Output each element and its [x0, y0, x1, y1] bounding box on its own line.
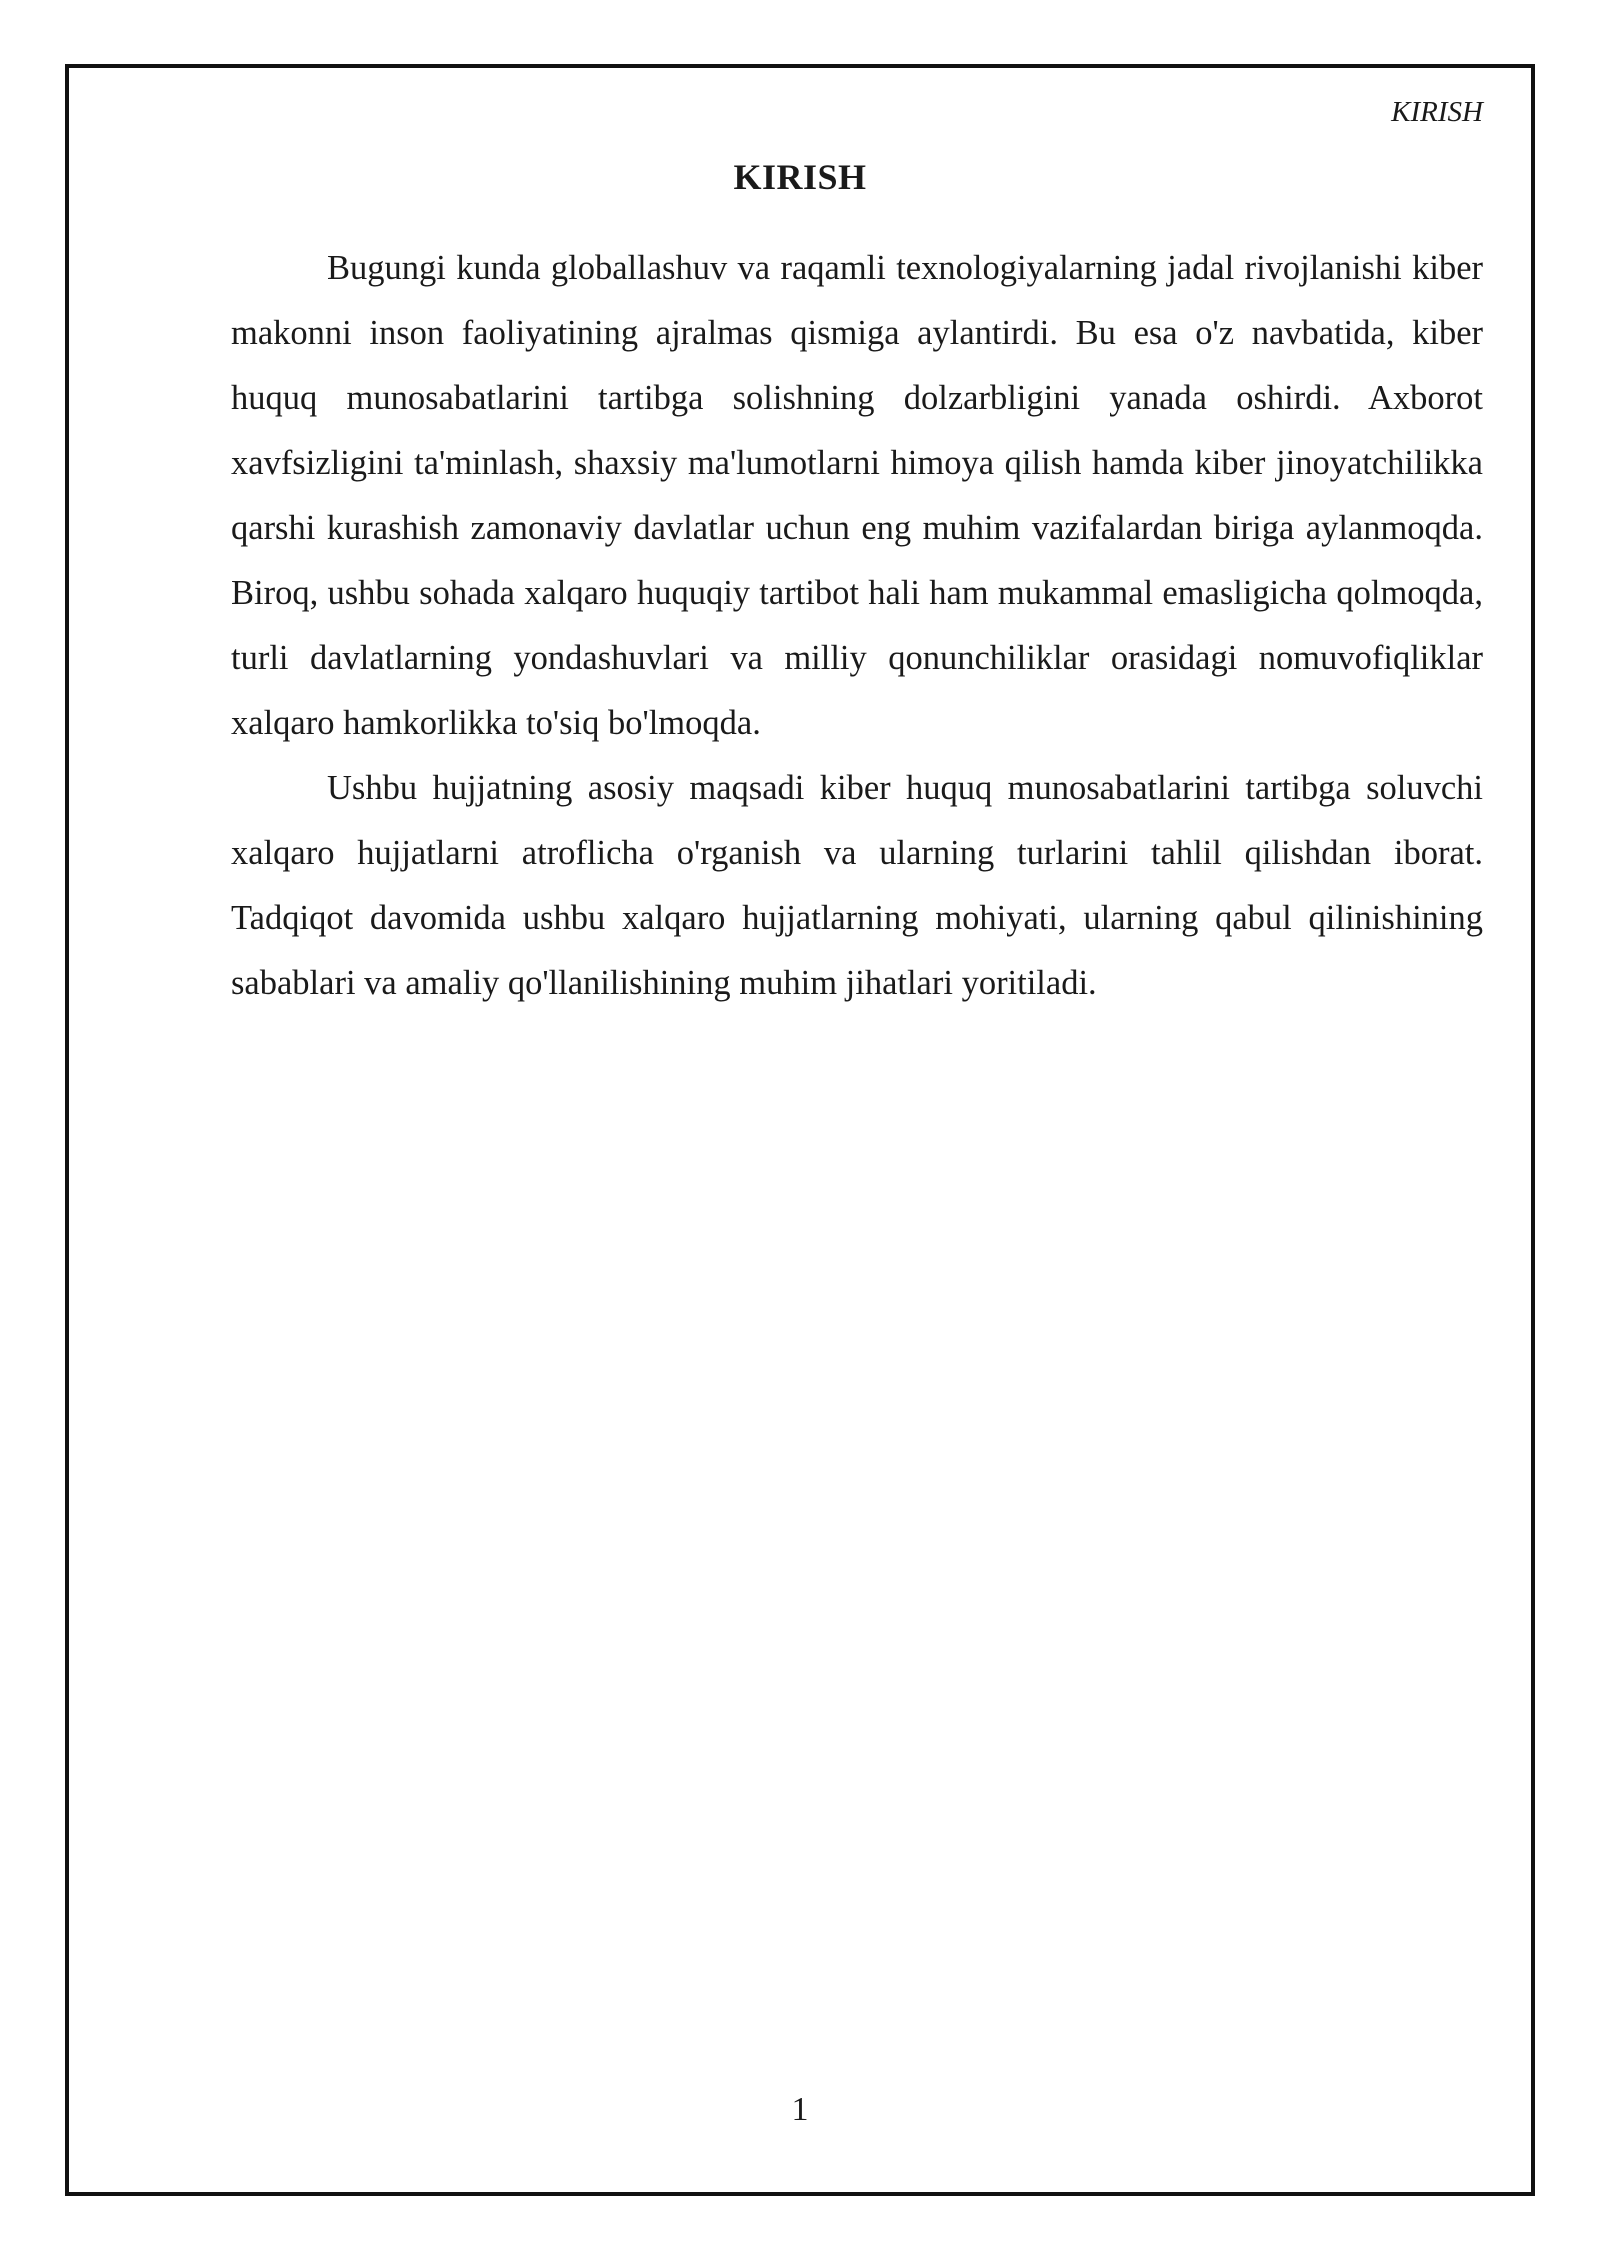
page-title: KIRISH — [733, 157, 867, 197]
paragraph: Bugungi kunda globallashuv va raqamli texnologiyalarning jadal rivojlanishi kiber makonni inson faoliyatining ajralmas qismiga aylantirdi. Bu esa o'z navbatida, kiber huquq munosabatlarini tartibga solishning dolzarbligini yanada oshirdi. Axborot xavfsizligini ta'minlash, shaxsiy ma'lumotlarni himoya qilish hamda kiber jinoyatchilikka qarshi kurashish zamonaviy davlatlar uchun eng muhim vazifalardan biriga aylanmoqda. Biroq, ushbu sohada xalqaro huquqiy tartibot hali ham mukammal emasligicha qolmoqda, turli davlatlarning yondashuvlari va milliy qonunchiliklar orasidagi nomuvofiqliklar xalqaro hamkorlikka to'siq bo'lmoqda. — [231, 249, 1483, 742]
page-number: 1 — [791, 2091, 809, 2128]
page-border — [65, 64, 1535, 2196]
document-body — [231, 236, 1483, 1016]
running-header: KIRISH — [1391, 96, 1483, 128]
paragraph: Ushbu hujjatning asosiy maqsadi kiber huquq munosabatlarini tartibga soluvchi xalqaro hujjatlarni atroflicha o'rganish va ularning turlarini tahlil qilishdan iborat. Tadqiqot davomida ushbu xalqaro hujjatlarning mohiyati, ularning qabul qilinishining sabablari va amaliy qo'llanilishining muhim jihatlari yoritiladi. — [231, 769, 1483, 1002]
